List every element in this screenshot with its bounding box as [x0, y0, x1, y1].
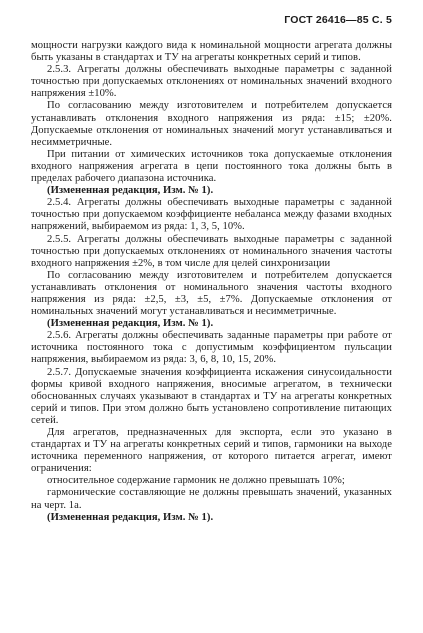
revision-note: (Измененная редакция, Изм. № 1).	[47, 511, 214, 523]
clause-2-5-5: 2.5.5. Агрегаты должны обеспечивать выходные параметры с заданной точностью при допускаемых отклонениях от номинального значения частоты входного напряжения ±2%, в том числе для целей синхронизации	[31, 233, 392, 269]
paragraph-harmonic-components: гармонические составляющие не должны превышать значений, указанных на черт. 1а.	[31, 487, 392, 511]
paragraph-continuation: мощности нагрузки каждого вида к номинальной мощности агрегата должны быть указаны в стандартах и ТУ на агрегаты конкретных серий и типов.	[31, 40, 392, 64]
document-body	[31, 40, 392, 524]
paragraph-chemical-sources: При питании от химических источников тока допускаемые отклонения входного напряжения агрегата в цепи постоянного тока должны быть в пределах рабочего диапазона источника.	[31, 148, 392, 185]
clause-2-5-6: 2.5.6. Агрегаты должны обеспечивать заданные параметры при работе от источника постоянного тока с допустимым коэффициентом пульсации напряжения, выбираемом из ряда: 3, 6, 8, 10, 15, 20%.	[31, 330, 392, 366]
clause-2-5-4: 2.5.4. Агрегаты должны обеспечивать выходные параметры с заданной точностью при допускаемом коэффициенте небаланса между фазами входных напряжений, выбираемом из ряда: 1, 3, 5, 10%.	[31, 197, 392, 233]
clause-2-5-3: 2.5.3. Агрегаты должны обеспечивать выходные параметры с заданной точностью при допускаемых отклонениях от номинальных значений входного напряжения ±10%.	[31, 64, 392, 100]
page-header: ГОСТ 26416—85 С. 5	[284, 14, 392, 26]
revision-note: (Измененная редакция, Изм. № 1).	[47, 185, 214, 197]
revision-note: (Измененная редакция, Изм. № 1).	[47, 318, 214, 330]
paragraph-agreement-frequency: По согласованию между изготовителем и потребителем допускается устанавливать отклонения от номинального значения частоты входного напряжения из ряда: ±2,5, ±3, ±5, ±7%. Допускаемые отклонения от номинальных значений могут устанавливаться и несимметричные.	[31, 269, 392, 318]
clause-2-5-7: 2.5.7. Допускаемые значения коэффициента искажения синусоидальности формы кривой входного напряжения, вносимые агрегатом, в технически обоснованных случаях указывают в стандартах и ТУ на агрегаты конкретных серий и типов. При этом должно быть установлено сопротивление питающих сетей.	[31, 366, 392, 426]
paragraph-harmonic-content: относительное содержание гармоник не должно превышать 10%;	[47, 475, 345, 487]
paragraph-export: Для агрегатов, предназначенных для экспорта, если это указано в стандартах и ТУ на агрегаты конкретных серий и типов, гармоники на выходе источника переменного напряжения, от которого питается агрегат, имеют ограничения:	[31, 427, 392, 475]
paragraph-agreement-voltage: По согласованию между изготовителем и потребителем допускается устанавливать отклонения входного напряжения из ряда: ±15; ±20%. Допускаемые отклонения от номинальных значений могут устанавливаться и несимметричные.	[31, 100, 392, 148]
